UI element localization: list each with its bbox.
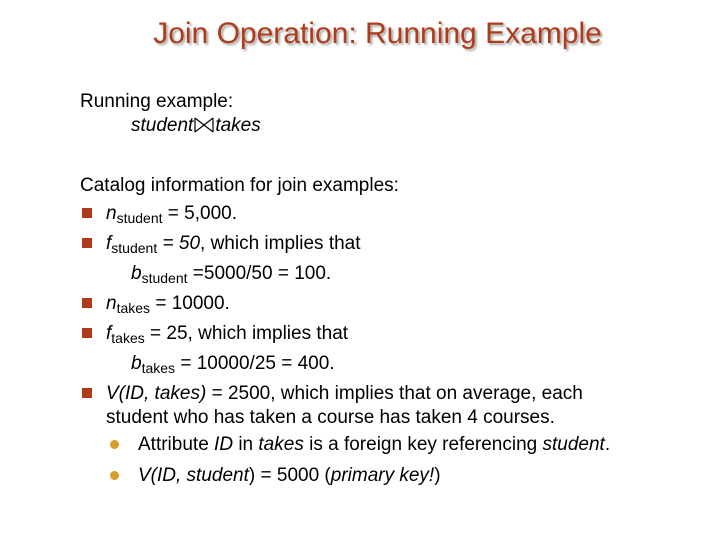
catalog-item-f-takes <box>106 322 348 350</box>
text: student <box>542 434 605 455</box>
value-text: , which implies that <box>200 233 361 254</box>
var: n <box>106 293 117 314</box>
square-bullet-icon <box>82 388 92 398</box>
catalog-item-v-id-takes <box>106 382 583 406</box>
join-right-relation: takes <box>215 115 261 136</box>
text: ) <box>434 465 441 486</box>
var-subscript: takes <box>111 330 145 346</box>
var-subscript: student <box>111 240 158 256</box>
catalog-item-b-student <box>131 262 331 290</box>
var-subscript: student <box>116 210 163 226</box>
value-text: = 2500, which implies that on average, each <box>206 383 583 404</box>
text: Attribute <box>138 434 215 455</box>
text: V(ID, student <box>138 465 249 486</box>
var-subscript: student <box>141 270 188 286</box>
var-subscript: takes <box>141 360 176 376</box>
square-bullet-icon <box>82 328 92 338</box>
text: takes <box>258 434 304 455</box>
join-expression <box>131 114 261 138</box>
square-bullet-icon <box>82 238 92 248</box>
subitem-foreign-key <box>138 433 610 457</box>
catalog-item-n-student <box>106 202 237 230</box>
catalog-item-b-takes <box>131 352 335 380</box>
text: primary key! <box>330 465 435 486</box>
value-text: = 50 <box>157 233 201 254</box>
subitem-v-id-student <box>138 464 441 488</box>
var: n <box>106 203 117 224</box>
value-text: = 25, which implies that <box>144 323 349 344</box>
running-example-heading: Running example: <box>80 91 234 112</box>
var: b <box>131 353 142 374</box>
round-bullet-icon <box>110 471 119 480</box>
natural-join-icon <box>193 116 215 134</box>
var: f <box>106 233 112 254</box>
catalog-item-n-takes <box>106 292 230 320</box>
text: . <box>604 434 611 455</box>
catalog-item-f-student <box>106 232 361 260</box>
value-text: V(ID, takes) <box>106 383 207 404</box>
var: f <box>106 323 112 344</box>
catalog-heading: Catalog information for join examples: <box>80 175 399 196</box>
square-bullet-icon <box>82 298 92 308</box>
round-bullet-icon <box>110 440 119 449</box>
join-left-relation: student <box>131 115 194 136</box>
text: is a foreign key referencing <box>303 434 543 455</box>
text: ) = 5000 ( <box>248 465 331 486</box>
text: ID <box>214 434 234 455</box>
value-text: = 10000. <box>150 293 230 314</box>
value-text: =5000/50 = 100. <box>187 263 332 284</box>
var-subscript: takes <box>116 300 151 316</box>
text: in <box>233 434 259 455</box>
catalog-item-v-id-takes-cont: student who has taken a course has taken 4 courses. <box>106 407 555 428</box>
value-text: = 10000/25 = 400. <box>175 353 335 374</box>
slide-title: Join Operation: Running Example <box>153 17 602 50</box>
value-text: = 5,000. <box>162 203 237 224</box>
var: b <box>131 263 142 284</box>
square-bullet-icon <box>82 208 92 218</box>
